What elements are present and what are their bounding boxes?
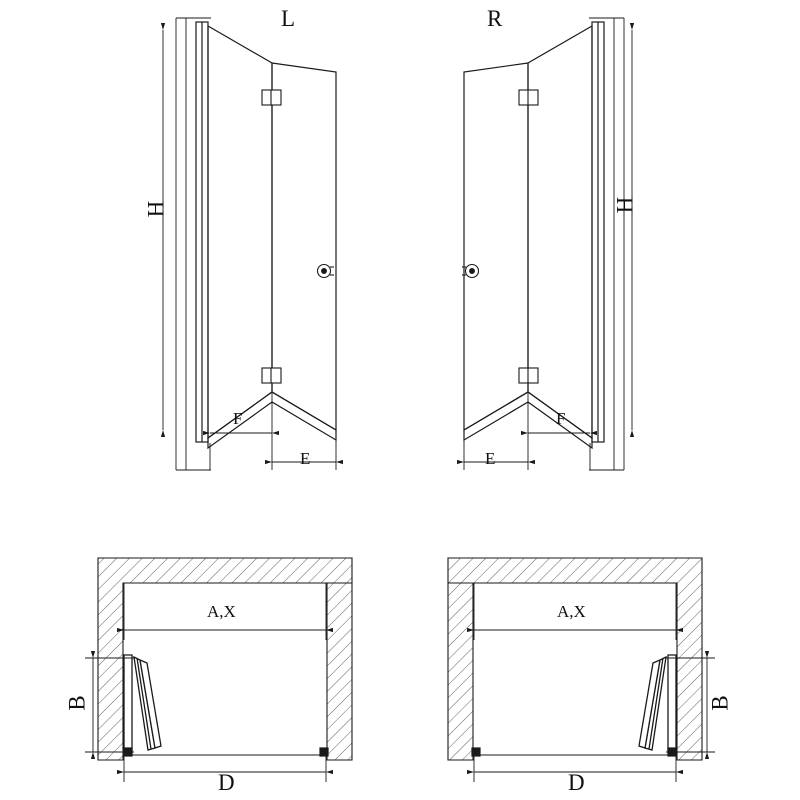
plan-right-view <box>448 558 715 782</box>
label-opening-left: A,X <box>207 602 236 621</box>
elevation-left-view <box>163 18 336 470</box>
label-depth-left: B <box>64 695 90 711</box>
label-height-left: H <box>143 200 169 218</box>
plan-left-view <box>85 558 352 782</box>
label-variant-right: R <box>487 6 503 31</box>
elevation-right-view <box>462 18 632 470</box>
label-variant-left: L <box>281 6 296 31</box>
label-depth-right: B <box>707 695 733 711</box>
label-panel-fixed-right: F <box>556 409 566 428</box>
label-panel-fixed-left: F <box>233 409 243 428</box>
label-width-right: D <box>568 770 585 795</box>
label-height-right: H <box>612 196 638 214</box>
label-panel-door-right: E <box>485 449 496 468</box>
label-panel-door-left: E <box>300 449 311 468</box>
label-width-left: D <box>218 770 235 795</box>
label-opening-right: A,X <box>557 602 586 621</box>
